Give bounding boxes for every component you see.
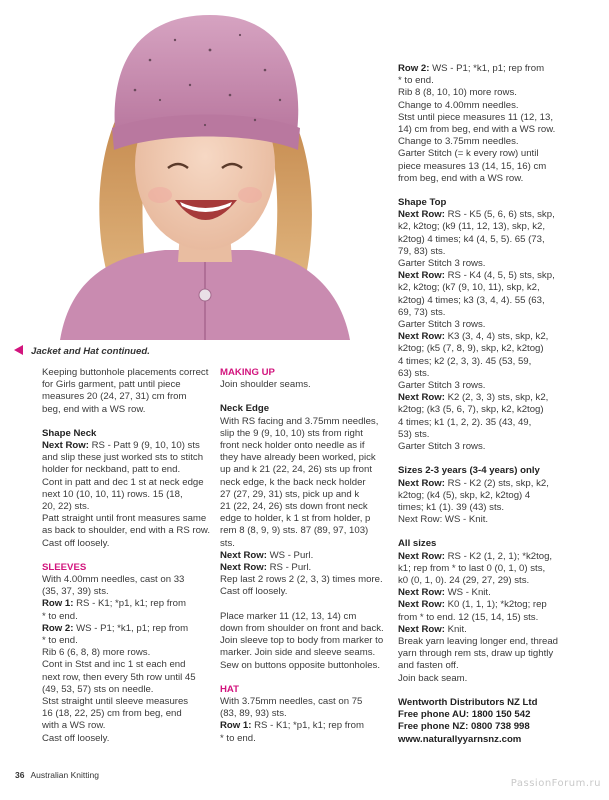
instruction-line [398, 429, 568, 441]
instruction-text: k2tog; (k4 (5), skp, k2, k2tog) 4 [398, 489, 531, 501]
row-label: Next Row: [398, 623, 445, 635]
instruction-text: k1; rep from * to last 0 (0, 1, 0) sts, [398, 562, 546, 574]
caption-arrow-icon [14, 345, 23, 355]
instruction-text: from beg, end with a WS row. [398, 172, 524, 184]
instruction-line [42, 720, 210, 732]
instruction-text: RS - K1; *p1, k1; rep from [73, 598, 186, 610]
instruction-line [398, 331, 568, 343]
instruction-line [398, 551, 568, 563]
instruction-text: Cont in patt and dec 1 st at neck edge [42, 476, 204, 488]
instruction-text: rem 8 (8, 9, 9) sts. 87 (89, 97, 103) [220, 525, 369, 537]
instruction-text: 21 (22, 24, 26) sts down front neck [220, 501, 368, 513]
instruction-text: and slip these just worked sts to stitch [42, 452, 204, 464]
instruction-line [398, 624, 568, 636]
instruction-line [42, 391, 210, 403]
instruction-line [220, 464, 390, 476]
instruction-line [220, 623, 390, 635]
instruction-line [398, 63, 568, 75]
row-label: Next Row: [398, 209, 445, 221]
instruction-text: WS - P1; *k1, p1; rep from [429, 63, 545, 74]
instruction-text: Stst until piece measures 11 (12, 13, [398, 111, 554, 123]
instruction-line [398, 380, 568, 392]
instruction-line [42, 525, 210, 537]
column-3 [398, 63, 568, 746]
instruction-line [220, 477, 390, 489]
instruction-line [398, 356, 568, 368]
instruction-line [220, 562, 390, 574]
instruction-line [220, 501, 390, 513]
instruction-line [220, 440, 390, 452]
instruction-line [398, 404, 568, 416]
instruction-text: 4 times; k1 (1, 2, 2). 35 (43, 49, [398, 416, 532, 428]
instruction-text: down from shoulder on front and back. [220, 623, 384, 635]
column-1 [42, 367, 210, 745]
instruction-line [220, 586, 390, 598]
instruction-text: * to end. [398, 75, 434, 87]
instruction-line [398, 221, 568, 233]
instruction-line [398, 441, 568, 453]
section-heading: Shape Top [398, 197, 447, 209]
instruction-line [220, 696, 390, 708]
instruction-text: k2tog) 4 times; k3 (3, 4, 4). 55 (63, [398, 294, 545, 306]
instruction-text: * to end. [42, 610, 78, 622]
instruction-text: Stst straight until sleeve measures [42, 696, 189, 708]
instruction-text: Change to 4.00mm needles. [398, 99, 519, 111]
instruction-line [42, 538, 210, 550]
instruction-text: RS - K5 (5, 6, 6) sts, skp, [444, 209, 555, 221]
instruction-text: 14) cm from beg, end with a WS row. [398, 124, 556, 136]
instruction-line [398, 295, 568, 307]
instruction-line [42, 367, 210, 379]
instruction-text: k2tog; (k3 (5, 6, 7), skp, k2, k2tog) [398, 404, 544, 416]
instruction-text: Join shoulder seams. [220, 379, 311, 391]
instruction-text: k2, k2tog; (k7 (9, 10, 11), skp, k2, [398, 282, 540, 294]
instruction-line [220, 720, 390, 732]
instruction-line [398, 368, 568, 380]
instruction-text: Garter Stitch 3 rows. [398, 258, 486, 270]
instruction-line [42, 501, 210, 513]
instruction-line [398, 148, 568, 160]
row-label: Next Row: [398, 392, 445, 404]
section-heading: HAT [220, 683, 240, 695]
instruction-line [220, 660, 390, 672]
instruction-line [42, 513, 210, 525]
instruction-line [398, 100, 568, 112]
instruction-text: Cast off loosely. [42, 732, 110, 744]
instruction-text: WS - P1; *k1, p1; rep from [73, 622, 189, 634]
instruction-line [42, 379, 210, 391]
page-footer [15, 770, 99, 780]
instruction-line [42, 404, 210, 416]
row-label: Next Row: [220, 549, 267, 561]
row-label: Next Row: [398, 599, 445, 611]
instruction-text: edge to holder, k 1 st from holder, p [220, 513, 371, 525]
instruction-line [220, 647, 390, 659]
instruction-text: Sew on buttons opposite buttonholes. [220, 659, 381, 671]
photo-caption [14, 345, 374, 357]
instruction-text: * to end. [220, 732, 256, 744]
instruction-text: measures 20 (24, 27, 31) cm from [42, 391, 187, 403]
instruction-line [220, 635, 390, 647]
row-label: Next Row: [398, 331, 445, 343]
instruction-text: 27 (27, 29, 31) sts, pick up and k [220, 488, 360, 500]
instruction-text: * to end. [42, 635, 78, 647]
instruction-text: 16 (18, 22, 25) cm from beg, end [42, 708, 182, 720]
section-heading: SLEEVES [42, 561, 87, 573]
instruction-line [398, 124, 568, 136]
instruction-text: 63) sts. [398, 367, 430, 379]
row-label: Next Row: [398, 550, 445, 562]
hero-photo [0, 0, 375, 340]
instruction-line [398, 648, 568, 660]
instruction-line [42, 611, 210, 623]
instruction-line [42, 452, 210, 464]
instruction-line [398, 575, 568, 587]
instruction-text: and fasten off. [398, 660, 459, 672]
section-heading: Sizes 2-3 years (3-4 years) only [398, 465, 540, 477]
instruction-line [398, 478, 568, 490]
instruction-line [42, 464, 210, 476]
watermark: PassionForum.ru [510, 778, 601, 789]
instruction-line [398, 587, 568, 599]
instruction-text: (35, 37, 39) sts. [42, 586, 109, 598]
instruction-line [398, 258, 568, 270]
instruction-line [398, 209, 568, 221]
instruction-line [220, 611, 390, 623]
spacer [398, 685, 568, 697]
instruction-line [220, 379, 390, 391]
instruction-text: Knit. [444, 623, 467, 635]
instruction-text: WS - Knit. [444, 587, 491, 599]
instruction-text: K3 (3, 4, 4) sts, skp, k2, [444, 331, 549, 343]
instruction-line [398, 161, 568, 173]
instruction-text: With 3.75mm needles, cast on 75 [220, 696, 363, 708]
instruction-text: for Girls garment, patt until piece [42, 379, 181, 391]
row-label: Row 1: [42, 598, 74, 610]
instruction-text: k2tog; (k5 (7, 8, 9), skp, k2, k2tog) [398, 343, 544, 355]
magazine-name: Australian Knitting [30, 770, 99, 780]
instruction-text: 69, 73) sts. [398, 306, 446, 318]
instruction-line [42, 708, 210, 720]
spacer [220, 599, 390, 611]
instruction-line [42, 477, 210, 489]
instruction-text: RS - K4 (4, 5, 5) sts, skp, [444, 270, 555, 282]
row-label: Next Row: [398, 587, 445, 599]
instruction-text: next 10 (10, 10, 11) rows. 15 (18, [42, 488, 183, 500]
distributor-line: Free phone AU: 1800 150 542 [398, 709, 531, 721]
instruction-line [220, 574, 390, 586]
instruction-text: With 4.00mm needles, cast on 33 [42, 574, 185, 586]
instruction-line [398, 392, 568, 404]
instruction-text: up and k 21 (22, 24, 26) sts up front [220, 464, 372, 476]
instruction-text: With RS facing and 3.75mm needles, [220, 415, 379, 427]
instruction-line [398, 343, 568, 355]
instruction-line [398, 246, 568, 258]
instruction-text: piece measures 13 (14, 15, 16) cm [398, 160, 547, 172]
instruction-text: 79, 83) sts. [398, 245, 446, 257]
instruction-line [220, 416, 390, 428]
instruction-line [398, 234, 568, 246]
instruction-line [398, 417, 568, 429]
instruction-line [42, 598, 210, 610]
row-label: Next Row: [398, 477, 445, 489]
column-2 [220, 367, 390, 745]
instruction-line [398, 514, 568, 526]
section-heading: All sizes [398, 538, 437, 550]
instruction-text: Place marker 11 (12, 13, 14) cm [220, 610, 357, 622]
instruction-text: next row, then every 5th row until 45 [42, 671, 196, 683]
instruction-line [398, 612, 568, 624]
instruction-text: WS - Purl. [266, 549, 314, 561]
row-label: Row 1: [220, 720, 252, 732]
distributor-line: www.naturallyyarnsnz.com [398, 733, 522, 745]
instruction-text: 4 times; k2 (2, 3, 3). 45 (53, 59, [398, 355, 532, 367]
instruction-text: 53) sts. [398, 428, 430, 440]
instruction-text: as back to shoulder, end with a RS row. [42, 525, 210, 537]
instruction-line [398, 173, 568, 185]
instruction-line [42, 733, 210, 745]
photo-girl-in-knitted-hat-and-jacket [0, 0, 375, 340]
instruction-text: RS - K2 (2) sts, skp, k2, [444, 477, 549, 489]
instruction-line [398, 307, 568, 319]
instruction-text: k2, k2tog; (k9 (11, 12, 13), skp, k2, [398, 221, 545, 233]
instruction-line [220, 428, 390, 440]
instruction-text: Break yarn leaving longer end, thread [398, 635, 558, 647]
instruction-text: Cont in Stst and inc 1 st each end [42, 659, 186, 671]
instruction-text: (49, 53, 57) sts on needle. [42, 683, 154, 695]
instruction-line [398, 599, 568, 611]
instruction-text: RS - Patt 9 (9, 10, 10) sts [88, 440, 200, 452]
instruction-line [398, 502, 568, 514]
instruction-line [42, 586, 210, 598]
instruction-text: sts. [220, 537, 235, 549]
instruction-text: Change to 3.75mm needles. [398, 136, 519, 148]
instruction-text: from * to end. 12 (15, 14, 15) sts. [398, 611, 539, 623]
row-label: Next Row: [220, 562, 267, 574]
instruction-text: they have already been worked, pick [220, 452, 376, 464]
instruction-text: neck edge, k the back neck holder [220, 476, 366, 488]
instruction-line [398, 563, 568, 575]
instruction-line [220, 513, 390, 525]
section-heading: Neck Edge [220, 403, 270, 415]
instruction-line [42, 647, 210, 659]
instruction-line [220, 525, 390, 537]
instruction-line [398, 87, 568, 99]
instruction-text: K2 (2, 3, 3) sts, skp, k2, [444, 392, 549, 404]
instruction-text: Garter Stitch 3 rows. [398, 380, 486, 392]
row-label: Row 2: [398, 63, 430, 74]
section-heading: Shape Neck [42, 427, 97, 439]
instruction-text: k2tog) 4 times; k4 (4, 5, 5). 65 (73, [398, 233, 545, 245]
instruction-line [42, 574, 210, 586]
instruction-line [398, 636, 568, 648]
instruction-text: holder for neckband, patt to end. [42, 464, 181, 476]
row-label: Next Row: [398, 270, 445, 282]
instruction-line [398, 112, 568, 124]
instruction-text: RS - K2 (1, 2, 1); *k2tog, [444, 550, 553, 562]
instruction-text: slip the 9 (9, 10, 10) sts from right [220, 427, 363, 439]
instruction-text: with a WS row. [42, 720, 106, 732]
instruction-text: Next Row: WS - Knit. [398, 514, 489, 526]
instruction-text: Rib 8 (8, 10, 10) more rows. [398, 87, 517, 99]
instruction-line [220, 708, 390, 720]
instruction-text: Garter Stitch 3 rows. [398, 319, 486, 331]
instruction-text: Cast off loosely. [42, 537, 110, 549]
instruction-text: beg, end with a WS row. [42, 403, 146, 415]
distributor-line: Wentworth Distributors NZ Ltd [398, 696, 538, 708]
row-label: Row 2: [42, 622, 74, 634]
instruction-line [398, 270, 568, 282]
instruction-line [220, 489, 390, 501]
instruction-text: Garter Stitch 3 rows. [398, 441, 486, 453]
instruction-text: (83, 89, 93) sts. [220, 708, 287, 720]
instruction-line [42, 623, 210, 635]
instruction-text: Join back seam. [398, 672, 468, 684]
page-number: 36 [15, 770, 25, 780]
instruction-text: yarn through rem sts, draw up tightly [398, 648, 554, 660]
instruction-text: 20, 22) sts. [42, 501, 90, 513]
caption-text: Jacket and Hat continued. [31, 346, 150, 357]
instruction-line [220, 550, 390, 562]
instruction-text: Join sleeve top to body from marker to [220, 635, 384, 647]
instruction-line [42, 659, 210, 671]
instruction-text: Garter Stitch (= k every row) until [398, 148, 539, 160]
instruction-text: Rep last 2 rows 2 (2, 3, 3) times more. [220, 574, 383, 586]
instruction-line [398, 136, 568, 148]
instruction-text: front neck holder onto needle as if [220, 440, 365, 452]
row-label: Next Row: [42, 440, 89, 452]
instruction-line [398, 282, 568, 294]
instruction-line [42, 635, 210, 647]
instruction-line [42, 489, 210, 501]
instruction-text: K0 (1, 1, 1); *k2tog; rep [444, 599, 547, 611]
distributor-line: Free phone NZ: 0800 738 998 [398, 721, 530, 733]
instruction-text: RS - Purl. [266, 562, 312, 574]
instruction-line [220, 452, 390, 464]
instruction-line [398, 490, 568, 502]
instruction-line [220, 733, 390, 745]
instruction-line [42, 696, 210, 708]
instruction-line [42, 672, 210, 684]
instruction-text: RS - K1; *p1, k1; rep from [251, 720, 364, 732]
instruction-line [42, 684, 210, 696]
section-heading: MAKING UP [220, 367, 275, 378]
instruction-line [42, 440, 210, 452]
instruction-line [398, 673, 568, 685]
instruction-text: Cast off loosely. [220, 586, 288, 598]
instruction-text: Patt straight until front measures same [42, 513, 207, 525]
instruction-text: marker. Join side and sleeve seams. [220, 647, 376, 659]
instruction-text: Keeping buttonhole placements correct [42, 367, 209, 378]
instruction-line [398, 75, 568, 87]
instruction-text: times; k1 (1). 39 (43) sts. [398, 501, 505, 513]
instruction-text: Rib 6 (6, 8, 8) more rows. [42, 647, 151, 659]
instruction-line [398, 660, 568, 672]
instruction-line [398, 319, 568, 331]
instruction-line [220, 538, 390, 550]
instruction-text: k0 (0, 1, 0). 24 (29, 27, 29) sts. [398, 574, 530, 586]
